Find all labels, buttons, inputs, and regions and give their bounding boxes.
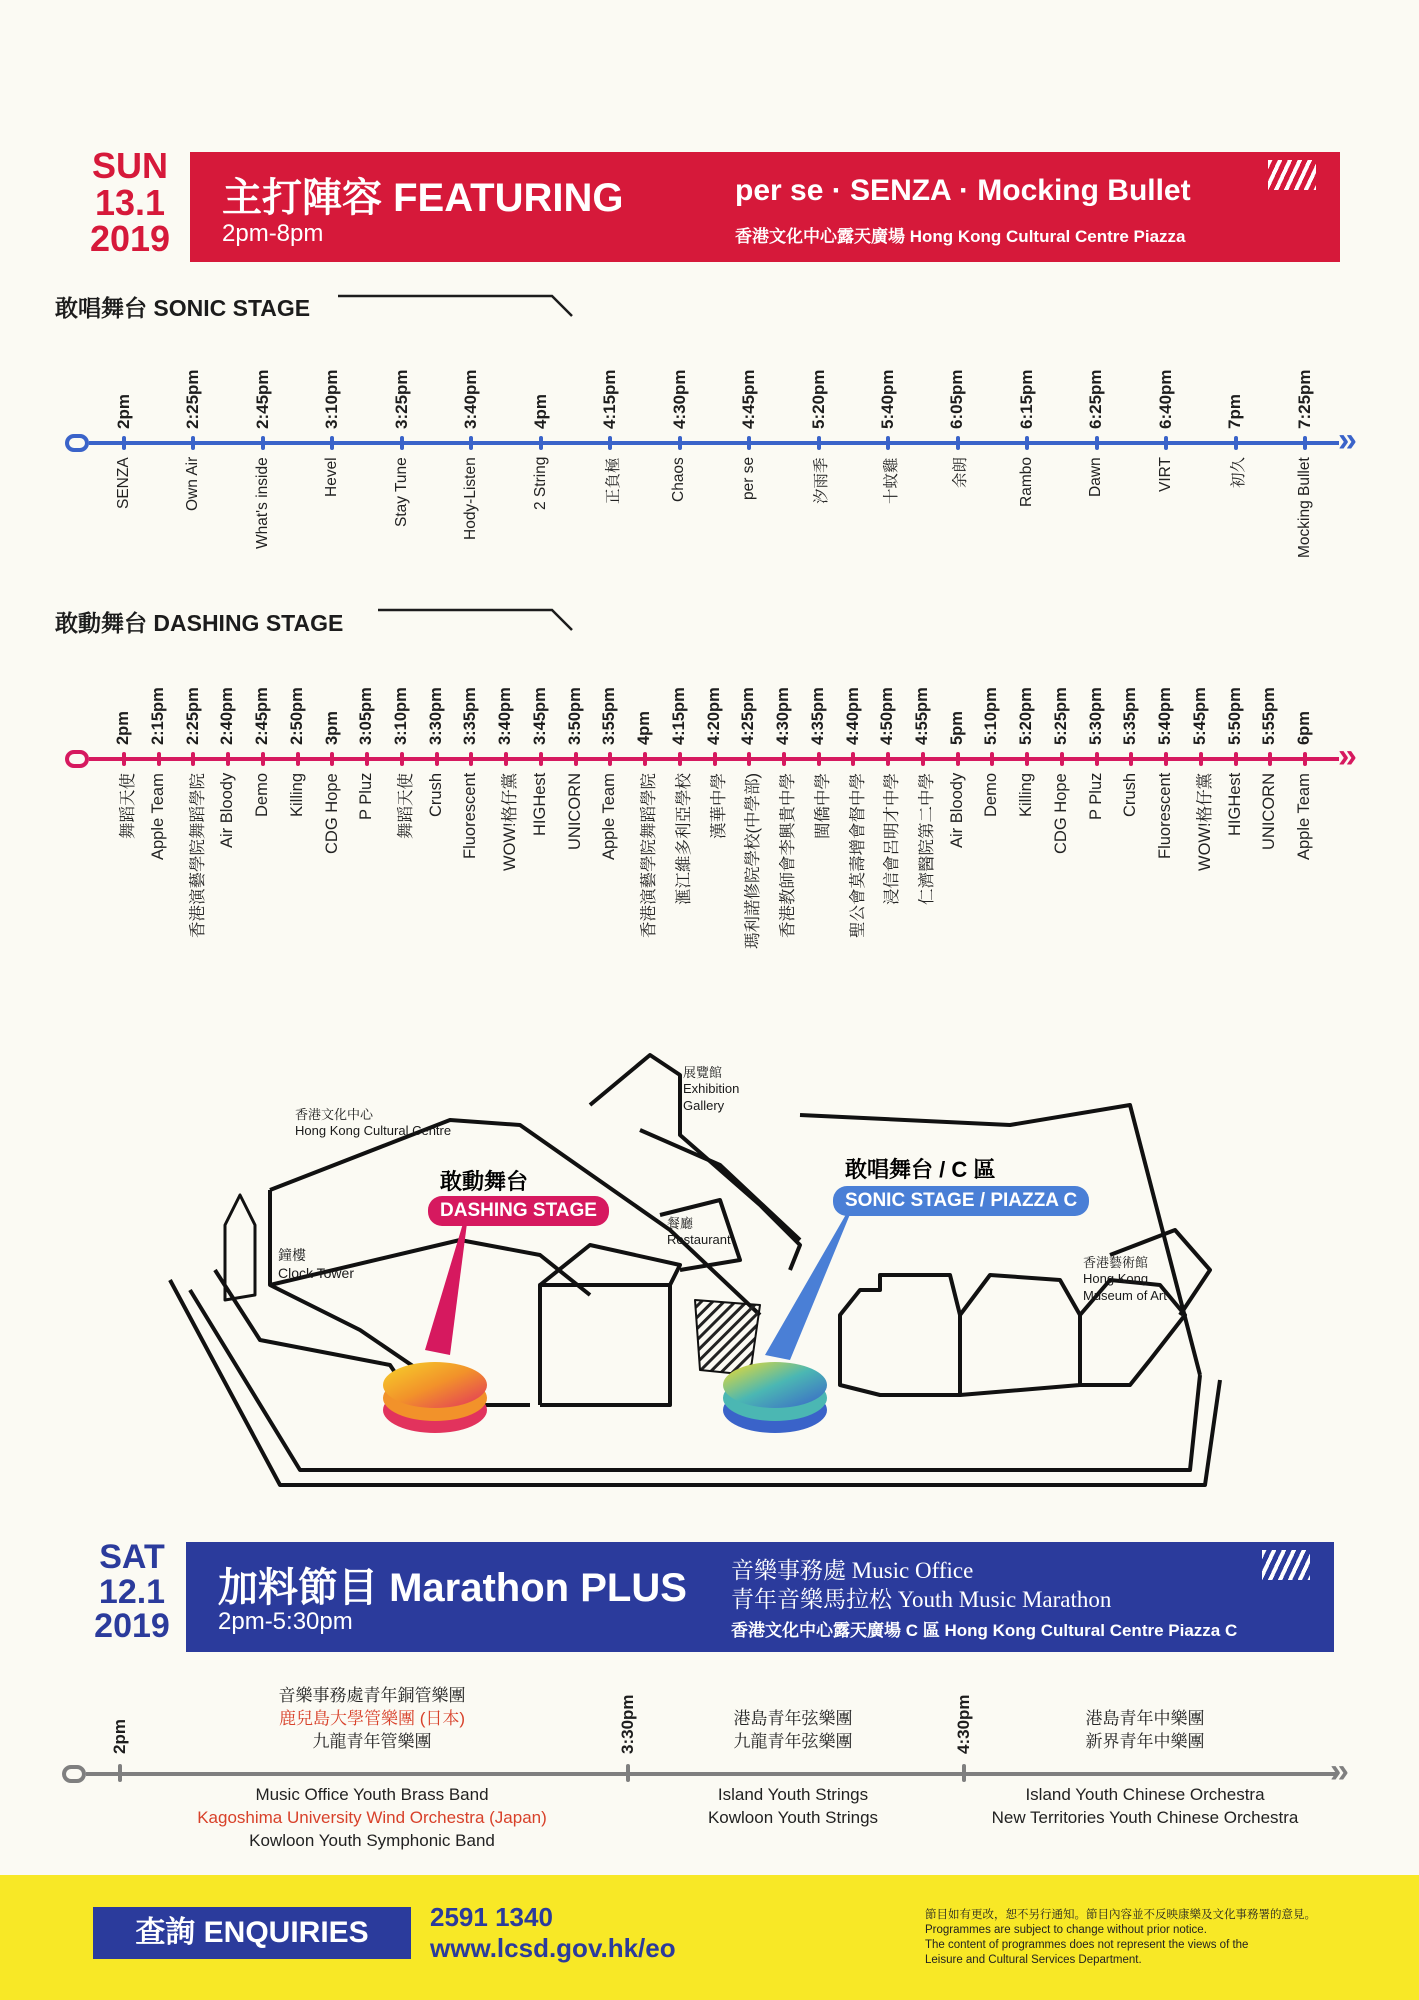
sonic_stage-time-label-text: 2:25pm [183,369,203,429]
dashing_stage-time-label-text: 2:45pm [253,687,272,745]
map-dashing-pill: DASHING STAGE [428,1196,609,1226]
sonic_stage-act-label-text: 正負極 [604,457,622,504]
marathon-zh-line: 九龍青年弦樂團 [733,1731,853,1751]
dashing_stage-act-label-text: Demo [253,772,272,817]
dashing_stage-time-label [635,711,669,764]
marathon-en-line: Kowloon Youth Symphonic Band [249,1830,495,1850]
dashing_stage-time-label-text: 2pm [114,711,133,745]
marathon-time-label-text: 4:30pm [953,1694,973,1754]
sonic_stage-time-label-text: 6:15pm [1016,369,1036,429]
dashing_stage-time-label-text: 5:55pm [1260,687,1279,745]
sonic_stage-act-label-text: Own Air [184,456,202,511]
marathon-zh-line: 鹿兒島大學管樂團 (日本) [278,1708,466,1728]
dashing_stage-act-label-text: 香港演藝學院舞蹈學院 [640,773,659,938]
sun-date [70,145,190,260]
map-sonic-pill: SONIC STAGE / PIAZZA C [833,1186,1089,1216]
dashing_stage-time-label-text: 3:35pm [461,687,480,745]
dashing_stage-act-label-text: P Pluz [1086,772,1105,820]
enquiries-phone: 2591 1340 [430,1902,553,1932]
sun-year: 2019 [89,218,171,260]
sonic_stage-act-label [670,457,715,502]
dashing_stage-time-label-text: 4:30pm [774,687,793,745]
dashing_stage-time-label [322,711,357,764]
dashing_stage-act-label-text: P Pluz [357,772,376,820]
sonic_stage-act-label [1156,456,1192,492]
sun-time: 2pm-8pm [222,220,324,247]
map-museum-en2: Museum of Art [1083,1287,1167,1303]
marathon-en-line: Music Office Youth Brass Band [255,1785,489,1804]
dashing_stage-time-label-text: 2:15pm [148,687,167,745]
dashing_stage-act-label-text: Crush [1121,772,1140,817]
sonic_stage-time-label-text: 6:25pm [1086,369,1106,429]
sonic_stage-act-label [1295,457,1397,558]
dashing_stage-time-label-text: 3:55pm [600,687,619,745]
sonic_stage-time-label [322,369,382,449]
map-restaurant-en: Restaurant [667,1232,731,1248]
sat-venue: 香港文化中心露天廣場 C 區 Hong Kong Cultural Centre Piazza C [731,1621,1238,1640]
dashing_stage-time-label-text: 4:35pm [808,687,827,745]
marathon-en-line: Island Youth Strings [717,1785,869,1804]
marathon-zh-group [945,1708,1345,1754]
dashing_stage-time-label [947,711,982,764]
map-exhibition-zh: 展覽館 [683,1065,723,1080]
sonic_stage-time-label [600,369,660,449]
marathon-time-label [109,1719,145,1774]
sonic_stage-act-label-text: Chaos [670,457,688,502]
dashing-heading-rule [370,606,590,632]
sonic_stage-act-label-text: Hevel [323,457,341,497]
sun-title: 主打陣容 FEATURING [222,176,624,220]
dashing_stage-time-label-text: 4:20pm [704,687,723,745]
map-exhibition-en1: Exhibition [683,1081,740,1097]
dashing_stage-act-label-text: Crush [426,772,445,817]
sonic_stage-time-label [1155,369,1216,449]
dashing_stage-time-label-text: 4:55pm [913,687,931,745]
dashing_stage-time-label [1295,711,1329,764]
dashing_stage-time-label-text: 5:10pm [982,687,1001,745]
dashing_stage-time-label-text: 5:35pm [1121,687,1140,745]
dashing_stage-act-label-text: 香港演藝學院舞蹈學院 [188,773,207,938]
sonic_stage-act-label [948,456,979,488]
sonic_stage-act-label-text: 2 String [531,456,549,510]
dashing_stage-act-label-text: Fluorescent [461,772,480,859]
sonic_stage-time-label [1086,369,1146,449]
marathon-zh-line: 新界青年中樂團 [1085,1731,1205,1751]
marathon-time-label [953,1694,1014,1774]
marathon-zh-group [172,1685,572,1754]
map-clock-tower-zh: 鐘樓 [278,1247,306,1263]
dashing_stage-time-label-text: 5:40pm [1156,687,1175,745]
sonic_stage-time-label-text: 2:45pm [252,369,272,429]
marathon-time-label-text: 2pm [109,1719,129,1754]
sonic_stage-time-label-text: 2pm [113,394,133,429]
marathon-time-label-text: 3:30pm [617,1694,637,1754]
sonic_stage-act-label [392,457,463,527]
sonic_stage-time-label-text: 3:10pm [322,369,342,429]
sonic_stage-time-label-text: 6:40pm [1155,369,1175,429]
map-museum-label [1083,1255,1167,1304]
dashing_stage-act-label-text: Apple Team [600,773,619,860]
dashing_stage-act-label-text: Air Bloody [947,772,966,848]
disclaimer-en3: Leisure and Cultural Services Department. [925,1953,1142,1966]
map-cultural-centre-zh: 香港文化中心 [295,1107,374,1122]
sonic_stage-act-label-text: Mocking Bullet [1295,457,1313,558]
sonic_stage-time-label [530,394,566,449]
dashing_stage-time-label-text: 5:45pm [1190,687,1209,745]
map-clock-tower-label [278,1247,354,1282]
sonic_stage-act-label-text: 余朗 [952,456,970,488]
marathon-en-line: Kowloon Youth Strings [707,1807,879,1827]
sonic_stage-act-label-text: 初久 [1230,456,1248,488]
dashing_stage-act-label-text: 香港教師會李興貴中學 [779,773,798,938]
sat-org-line1: 音樂事務處 Music Office [731,1558,974,1583]
sonic_stage-time-label-text: 4pm [530,394,550,429]
dashing_stage-time-label-text: 5:30pm [1086,687,1105,745]
marathon-zh-line: 音樂事務處青年銅管樂團 [278,1686,466,1705]
sonic_stage-act-label-text: 汐雨季 [813,457,831,504]
map-exhibition-label [683,1065,739,1114]
dashing_stage-time-label [114,711,148,764]
dashing_stage-time-label-text: 5:20pm [1017,687,1036,745]
sonic_stage-time-label [113,394,149,449]
dashing_stage-time-label-text: 3:10pm [391,687,410,745]
dashing_stage-act-label-text: 聖公會莫壽增會督中學 [848,773,867,938]
marathon-en-line: New Territories Youth Chinese Orchestra [991,1807,1299,1827]
sonic_stage-time-label-text: 5:20pm [808,369,828,429]
sat-time: 2pm-5:30pm [218,1608,353,1635]
dashing_stage-act-label-text: Apple Team [148,773,167,860]
sonic_stage-act-label [323,457,363,497]
dashing_stage-act-label [1295,773,1382,860]
sat-org-line2: 青年音樂馬拉松 Youth Music Marathon [731,1587,1112,1612]
map-exhibition-en2: Gallery [683,1097,725,1113]
sonic_stage-act-label [184,456,238,511]
sonic_stage-time-label [1294,369,1355,449]
enquiries-button[interactable]: 查詢 ENQUIRIES [93,1907,411,1959]
dashing_stage-act-label-text: UNICORN [1260,773,1279,850]
dashing-stage-heading: 敢動舞台 DASHING STAGE [55,610,344,636]
sonic_stage-time-label-text: 7:25pm [1294,369,1314,429]
dashing_stage-act-label-text: HIGHest [1225,772,1244,836]
sat-day: SAT [99,1538,165,1576]
sun-banner [190,152,1340,262]
sonic_stage-time-label-text: 4:30pm [669,369,689,429]
disclaimer-en1: Programmes are subject to change without prior notice. [925,1923,1207,1936]
sonic_stage-time-label [1016,369,1077,449]
sonic_stage-time-label [252,369,313,449]
dashing_stage-time-label-text: 3:50pm [565,687,584,745]
map-cultural-centre-label [295,1107,451,1140]
dashing_stage-time-label-text: 3pm [322,711,341,745]
disclaimer [925,1908,1345,1968]
marathon-en-line: Kagoshima University Wind Orchestra (Japan) [197,1807,547,1827]
enquiries-website[interactable]: www.lcsd.gov.hk/eo [430,1933,676,1963]
sonic_stage-time-label [391,369,452,449]
sonic-stage-heading: 敢唱舞台 SONIC STAGE [55,295,311,321]
banner-hatch-decoration [1268,160,1316,190]
dashing_stage-act-label-text: 滙江維多利亞學校 [674,773,693,905]
sonic_stage-act-label [809,457,856,504]
dashing_stage-act-label-text: HIGHest [530,772,549,836]
map-museum-en1: Hong Kong [1083,1271,1149,1287]
dashing_stage-time-label-text: 4pm [635,711,654,745]
sonic_stage-act-label-text: Rambo [1017,457,1035,507]
dashing_stage-act-label-text: Fluorescent [1156,772,1175,859]
sonic_stage-time-label [669,369,730,449]
dashing_stage-time-label-text: 4:40pm [843,687,862,745]
sonic-heading-rule [330,292,580,318]
sonic_stage-time-label-text: 3:25pm [391,369,411,429]
sonic_stage-act-label-text: per se [739,456,757,500]
map-cultural-centre-en: Hong Kong Cultural Centre [295,1123,452,1139]
sonic_stage-act-label-text: What's inside [253,457,271,549]
sonic_stage-act-label-text: SENZA [114,457,132,509]
sonic_stage-act-label [1017,457,1068,507]
dashing_stage-act-label-text: WOW!格仔黨 [1195,772,1214,871]
sonic_stage-act-label [1087,457,1127,497]
disclaimer-en2: The content of programmes does not represent the views of the [925,1938,1249,1951]
dashing_stage-time-label-text: 3:40pm [496,687,515,745]
dashing_stage-act-label-text: Killing [287,772,306,817]
marathon-en-line: Island Youth Chinese Orchestra [1025,1785,1265,1804]
sonic_stage-act-label [114,457,167,509]
sonic_stage-act-label [879,457,926,504]
dashing_stage-act-label-text: 閩僑中學 [813,773,832,839]
banner-hatch-decoration [1262,1550,1310,1580]
dashing_stage-time-label-text: 4:50pm [878,687,897,745]
dashing_stage-act-label-text: Demo [982,772,1001,817]
dashing_stage-time-label-text: 3:30pm [426,687,445,745]
sonic_stage-time-label [947,369,1007,449]
dashing_stage-time-label-text: 5:25pm [1051,687,1070,745]
map-clock-tower-en: Clock Tower [278,1264,354,1281]
sonic_stage-start-marker [65,434,89,452]
sonic_stage-time-label-text: 7pm [1225,394,1245,429]
dashing_stage-act-label-text: WOW!格仔黨 [501,772,520,871]
sonic_stage-act-label-text: Hody-Listen [462,457,480,540]
dashing_stage-act-label-text: 舞蹈天使 [396,773,415,839]
dashing_stage-act-label-text: Killing [1017,772,1036,817]
marathon-line [86,1772,1336,1776]
sonic_stage-act-label-text: Dawn [1087,457,1105,497]
map-restaurant-zh: 餐廳 [667,1216,694,1231]
map-dashing-zh: 敢動舞台 [440,1169,529,1194]
dashing_stage-time-label-text: 2:40pm [218,687,237,745]
dashing_stage-time-label-text: 2:50pm [287,687,306,745]
marathon-time-label [617,1694,678,1774]
disclaimer-zh: 節目如有更改，恕不另行通知。節目內容並不反映康樂及文化事務署的意見。 [925,1909,1316,1921]
sat-date [66,1540,198,1644]
dashing_stage-act-label-text: UNICORN [565,773,584,850]
footer [0,1875,1419,2000]
dashing_stage-act-label-text: 仁濟醫院第二中學 [918,773,936,905]
marathon-zh-line: 港島青年中樂團 [1085,1709,1205,1728]
dashing_stage-act-label-text: Air Bloody [218,772,237,848]
sun-day: SUN [91,145,168,186]
map-restaurant-label [667,1216,731,1249]
sonic_stage-time-label-text: 3:40pm [461,369,481,429]
sonic_stage-act-label [531,456,585,510]
dashing_stage-time-label-text: 3:05pm [357,687,376,745]
dashing_stage-time-label-text: 5pm [947,711,966,745]
sonic_stage-time-label-text: 4:45pm [739,369,759,429]
dashing_stage-arrow-icon: » [1338,737,1357,775]
dashing_stage-time-label-text: 6pm [1295,711,1314,745]
dashing_stage-time-label-text: 4:25pm [739,687,758,745]
sonic_stage-time-label [1225,394,1260,449]
sonic_stage-time-label [877,369,938,449]
dashing_stage-act-label-text: 漢華中學 [709,773,728,839]
map-sonic-zh: 敢唱舞台 / C 區 [845,1157,996,1182]
sonic_stage-time-label [808,369,869,449]
sonic_stage-arrow-icon: » [1338,421,1357,459]
map-museum-zh: 香港藝術館 [1083,1255,1149,1270]
dashing_stage-act-label-text: CDG Hope [322,773,341,854]
dashing_stage-time-label-text: 4:15pm [669,687,688,745]
sonic_stage-time-label [183,369,243,449]
marathon-zh-line: 九龍青年管樂團 [312,1731,432,1751]
dashing_stage-act-label-text: 瑪利諾修院學校(中學部) [744,773,763,949]
dashing_stage-act-label-text: Apple Team [1295,773,1314,860]
sonic_stage-act-label [601,457,648,504]
sonic_stage-act-label-text: VIRT [1156,456,1174,492]
sat-year: 2019 [94,1607,170,1646]
dashing-stage-marker [383,1200,487,1433]
sun-venue: 香港文化中心露天廣場 Hong Kong Cultural Centre Piazza [735,227,1186,246]
dashing_stage-time-label-text: 3:45pm [530,687,549,745]
sonic_stage-time-label-text: 5:40pm [877,369,897,429]
sonic_stage-act-label-text: 十蚊雞 [882,457,900,504]
sonic_stage-time-label-text: 4:15pm [600,369,620,429]
dashing_stage-time-label-text: 2:25pm [183,687,202,745]
dashing_stage-time-label-text: 5:50pm [1225,687,1244,745]
sonic_stage-time-label-text: 6:05pm [947,369,967,429]
sonic_stage-time-label [461,369,521,449]
sonic_stage-act-label [1226,456,1257,488]
marathon-en-group [152,1784,592,1853]
dashing_stage-act-label-text: 舞蹈天使 [119,773,138,839]
sonic_stage-act-label-text: Stay Tune [392,457,410,527]
marathon-start-marker [62,1765,86,1783]
dashing_stage-start-marker [65,750,89,768]
marathon-zh-group [593,1708,993,1754]
dashing_stage-act-label-text: 浸信會呂明才中學 [883,773,902,905]
sun-date-num: 13.1 [94,181,166,223]
sat-date-num: 12.1 [98,1572,166,1611]
sat-title: 加料節目 Marathon PLUS [218,1566,687,1610]
sat-banner [186,1542,1334,1652]
marathon-zh-line: 港島青年弦樂團 [733,1709,853,1728]
sun-lineup: per se · SENZA · Mocking Bullet [735,174,1191,207]
sonic_stage-act-label [739,456,783,500]
marathon-en-group [925,1784,1365,1830]
dashing_stage-act-label-text: CDG Hope [1051,773,1070,854]
sonic_stage-time-label [739,369,799,449]
marathon-arrow-icon: » [1330,1752,1349,1790]
